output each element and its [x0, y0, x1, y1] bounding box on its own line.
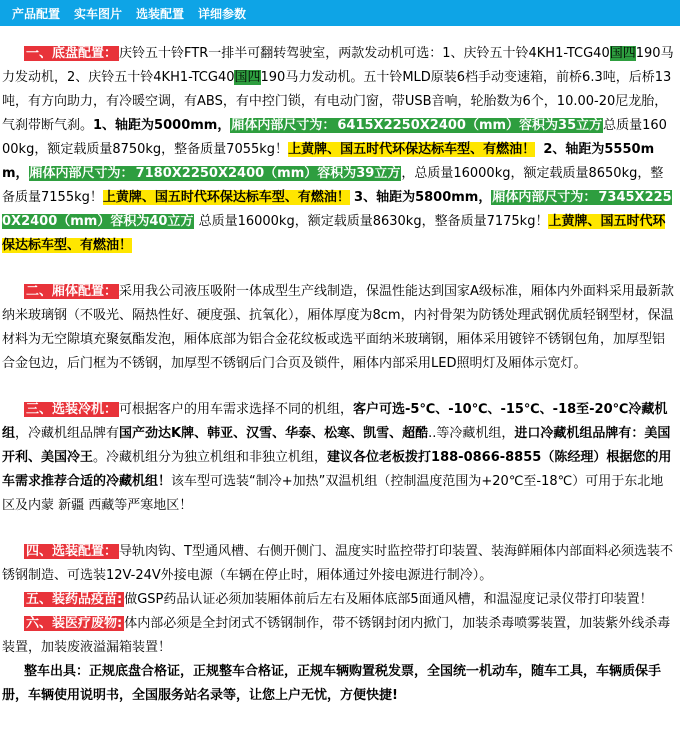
box-dimension-3: 7345X2250X2400（mm）容积为40立方 — [2, 190, 672, 229]
tab-product-config[interactable]: 产品配置 — [12, 6, 61, 21]
medical-title: 六、装医疗废物: — [26, 616, 123, 631]
tab-detailed-params[interactable]: 详细参数 — [198, 6, 247, 21]
vaccine-section: 五、装药品疫苗: 做GSP药品认证必须加装厢体前后左右及厢体底部5面通风槽，和温湿度记录仪带打印装置！ — [26, 592, 653, 607]
medical-section: 六、装医疗废物: 体内部必须是全封闭式不锈钢制作，带不锈钢封闭内掀门，加装杀毒喷雾装置，加装紫外线杀毒装置，加装废液溢漏箱装置！ — [2, 616, 671, 655]
box-dimension-2: 7180X2250X2400（mm）容积为39立方 — [135, 166, 401, 181]
tab-optional-config[interactable]: 选装配置 — [136, 6, 185, 21]
cooler-title: 三、选装冷机： — [26, 402, 118, 417]
chassis-title: 一、底盘配置： — [26, 46, 118, 61]
chassis-section: 一、底盘配置： 庆铃五十铃FTR一排半可翻转驾驶室，两款发动机可选：1、庆铃五十铃4KH1-TCG40国四190马力发动机，2、庆铃五十铃4KH1-TCG40国四190马力发动机。五十铃MLD原装6档手动变速箱，前桥6.3吨，后桥13吨，有方向助力，有冷暖空调，有ABS，有中控门锁，有电动门窗，带USB音响，轮胎数为6个，10.00-20尼龙胎，气刹带断气刹。1、轴距为5000mm，厢体内部尺寸为： 6415X2250X2400（mm）容积为35立方总质量16000kg，额定载质量8750kg，整备质量7055kg！上黄牌、国五时代环保达标车型、有燃油！ 2、轴距为5550mm，厢体内部尺寸为： 7180X2250X2400（mm）容积为39立方，总质量16000kg，额定载质量8650kg，整备质量7155kg！上黄牌、国五时代环保达标车型、有燃油！ 3、轴距为5800mm，厢体内部尺寸为： 7345X2250X2400（mm）容积为40立方 总质量16000kg，额定载质量8630kg，整备质量7175kg！上黄牌、国五时代环保达标车型、有燃油！ — [2, 46, 674, 253]
yellow-plate-badge: 上黄牌、国五时代环保达标车型、有燃油！ — [288, 142, 536, 157]
body-config-section: 二、厢体配置： 采用我公司液压吸附一体成型生产线制造，保温性能达到国家A级标准，厢体内外面料采用最新款纳米玻璃钢（不吸光、隔热性好、硬度强、抗氧化），厢体厚度为8cm，内衬骨架为防锈处理武钢优质轻钢型材，保温材料为无空隙填充聚氨酯发泡，厢体底部为铝合金花纹板或选平面纳米玻璃钢，厢体采用镀锌不锈钢包角，加厚型铝合金包边，后门框为不锈钢，加厚型不锈钢后门合页及锁件，厢体内部采用LED照明灯及厢体示宽灯。 — [2, 284, 674, 371]
box-dimension-1: 6415X2250X2400（mm）容积为35立方 — [337, 118, 603, 133]
cooler-section: 三、选装冷机： 可根据客户的用车需求选择不同的机组，客户可选-5℃、-10℃、-15℃、-18至-20℃冷藏机组，冷藏机组品牌有国产劲达K牌、韩亚、汉雪、华泰、松寒、凯雪、超酷..等冷藏机组，进口冷藏机组品牌有：美国开利、美国冷王。冷藏机组分为独立机组和非独立机组，建议各位老板拨打188-0866-8855（陈经理）根据您的用车需求推荐合适的冷藏机组！该车型可选装“制冷+加热”双温机组（控制温度范围为+20℃至-18℃）可用于东北地区及内蒙 新疆 西藏等严寒地区！ — [2, 402, 672, 513]
box-size-label: 厢体内部尺寸为： — [231, 118, 336, 133]
contact-phone: 建议各位老板拨打188-0866-8855（陈经理）根据您的用车需求推荐合适的冷藏机组！ — [2, 450, 672, 489]
vaccine-title: 五、装药品疫苗: — [26, 592, 123, 607]
tab-bar — [0, 0, 680, 26]
product-content — [0, 26, 680, 708]
delivery-documents: 整车出具：正规底盘合格证，正规整车合格证，正规车辆购置税发票，全国统一机动车，随车工具，车辆质保手册，车辆使用说明书，全国服务站名录等，让您上户无忧，方便快捷! — [2, 664, 662, 703]
options-title: 四、选装配置： — [26, 544, 118, 559]
body-config-title: 二、厢体配置： — [26, 284, 118, 299]
options-section: 四、选装配置： 导轨肉钩、T型通风槽、右侧开侧门、温度实时监控带打印装置、装海鲜厢体内部面料必须选装不锈钢制造、可选装12V-24V外接电源（车辆在停止时，厢体通过外接电源进行制冷）。 — [2, 544, 673, 583]
tab-real-photos[interactable]: 实车图片 — [74, 6, 123, 21]
